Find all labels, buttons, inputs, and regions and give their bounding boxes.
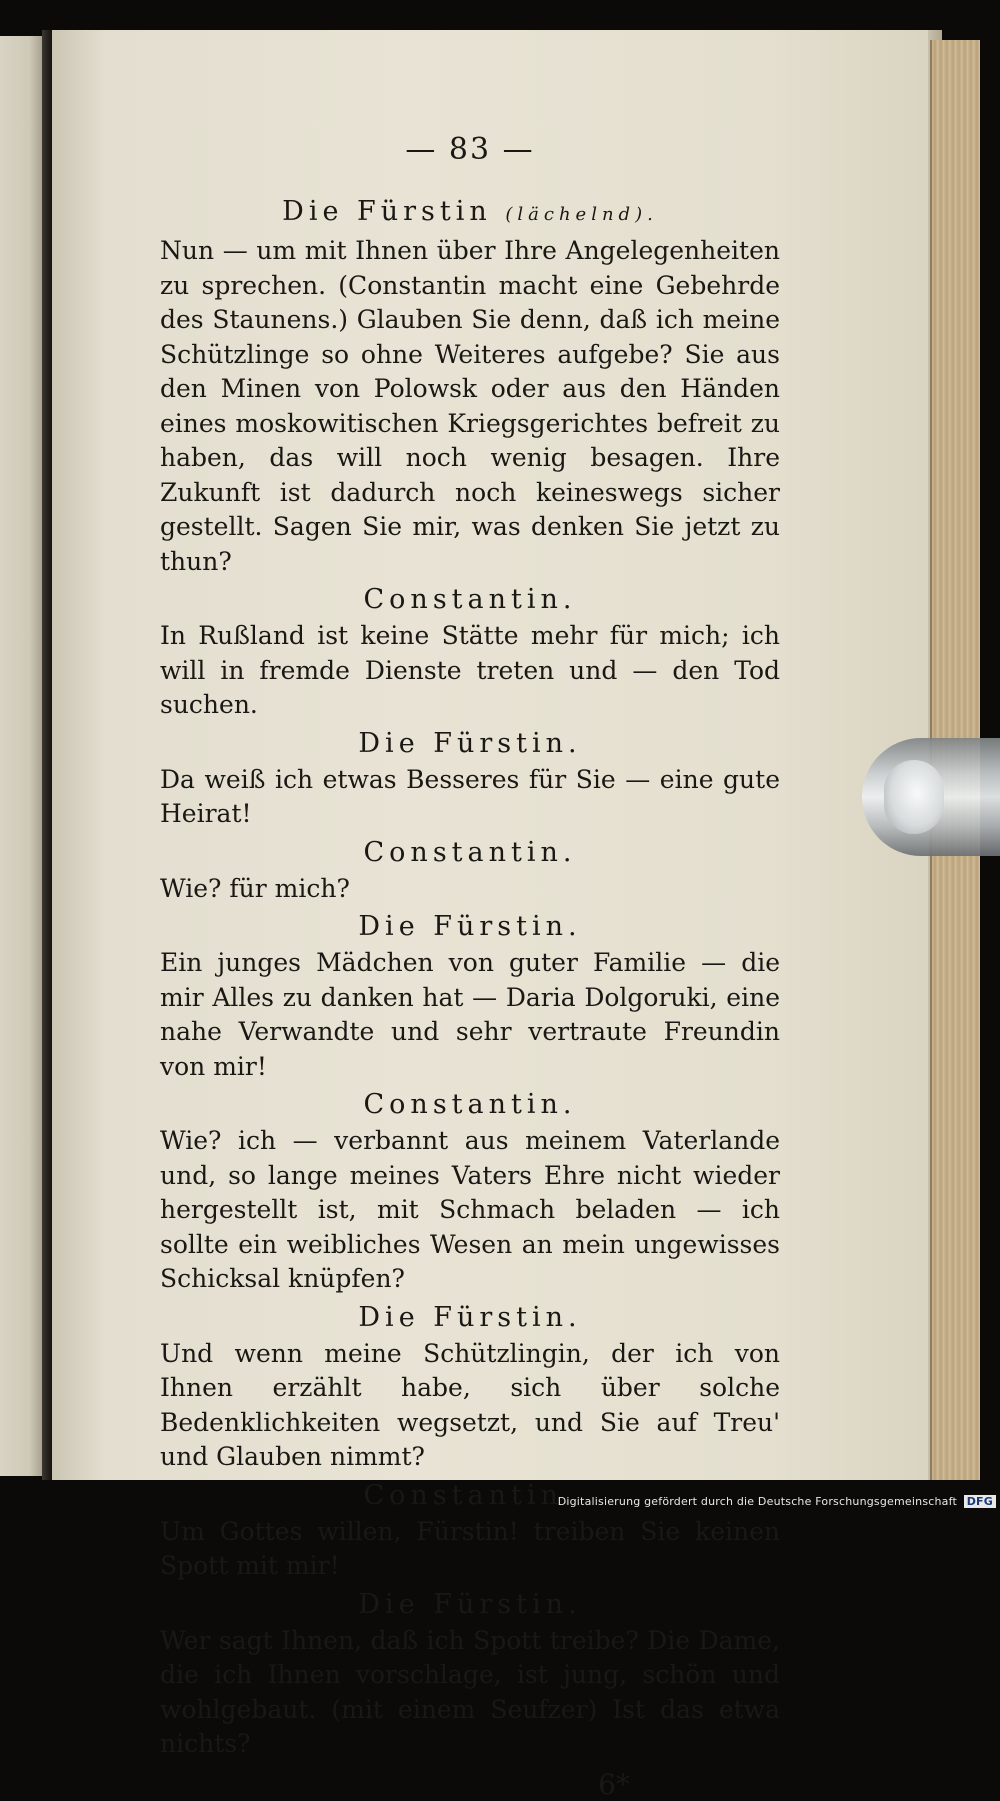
- speech-text: In Rußland ist keine Stätte mehr für mich; ich will in fremde Dienste treten und — den Tod suchen.: [160, 621, 780, 719]
- speech-text: Wie? ich — verbannt aus meinem Vaterlande und, so lange meines Vaters Ehre nicht wieder hergestellt ist, mit Schmach beladen — ich sollte ein weibliches Wesen an mein ungewisses Schicksal knüpfen?: [160, 1126, 780, 1293]
- page-clip-highlight: [884, 760, 944, 834]
- speech-text: Wie? für mich?: [160, 873, 350, 903]
- sheet-signature: 6*: [598, 1767, 630, 1801]
- page-content: [160, 122, 780, 1801]
- dfg-logo: DFG: [964, 1495, 996, 1508]
- speech-text: Wer sagt Ihnen, daß ich Spott treibe? Die Dame, die ich Ihnen vorschlage, ist jung, schön und wohlgebaut. (mit einem Seufzer) Ist das etwa nichts?: [160, 1625, 780, 1758]
- speaker-label: Die Fürstin.: [358, 1588, 582, 1620]
- speech-text: Und wenn meine Schützlingin, der ich von Ihnen erzählt habe, sich über solche Bedenklichkeiten wegsetzt, und Sie auf Treu' und Glauben nimmt?: [160, 1338, 780, 1471]
- speaker-label: Die Fürstin.: [358, 1301, 582, 1333]
- speech-text: Um Gottes willen, Fürstin! treiben Sie keinen Spott mit mir!: [160, 1516, 780, 1580]
- speaker-label: Constantin.: [363, 836, 577, 868]
- speaker-label: Constantin.: [363, 584, 577, 615]
- stage-direction: (lächelnd).: [505, 204, 658, 225]
- speech-text: Nun — um mit Ihnen über Ihre Angelegenheiten zu sprechen. (Constantin macht eine Gebehrde des Staunens.) Glauben Sie denn, daß ich meine Schützlinge so ohne Weiteres aufgebe? Sie aus den Minen von Polowsk oder aus den Händen eines moskowitischen Kriegsgerichtes befreit zu haben, das will noch wenig besagen. Ihre Zukunft ist dadurch noch keineswegs sicher gestellt. Sagen Sie mir, was denken Sie jetzt zu thun?: [160, 236, 780, 576]
- speaker-label: Constantin.: [363, 1479, 577, 1511]
- speech-text: Ein junges Mädchen von guter Familie — die mir Alles zu danken hat — Daria Dolgoruki, eine nahe Verwandte und sehr vertraute Freundin von mir!: [160, 948, 780, 1081]
- left-page-edge: [0, 36, 42, 1476]
- speaker-label: Die Fürstin.: [358, 727, 582, 759]
- speech-text: Da weiß ich etwas Besseres für Sie — eine gute Heirat!: [160, 764, 780, 828]
- speaker-label: Die Fürstin (lächelnd).: [282, 196, 658, 227]
- book-gutter: [42, 30, 52, 1480]
- digitization-credit: [558, 1495, 996, 1508]
- credit-text: Digitalisierung gefördert durch die Deutsche Forschungsgemeinschaft: [557, 1495, 958, 1508]
- page-number: — 83 —: [405, 132, 535, 167]
- speaker-label: Constantin.: [363, 1089, 577, 1120]
- speaker-label: Die Fürstin.: [358, 911, 582, 942]
